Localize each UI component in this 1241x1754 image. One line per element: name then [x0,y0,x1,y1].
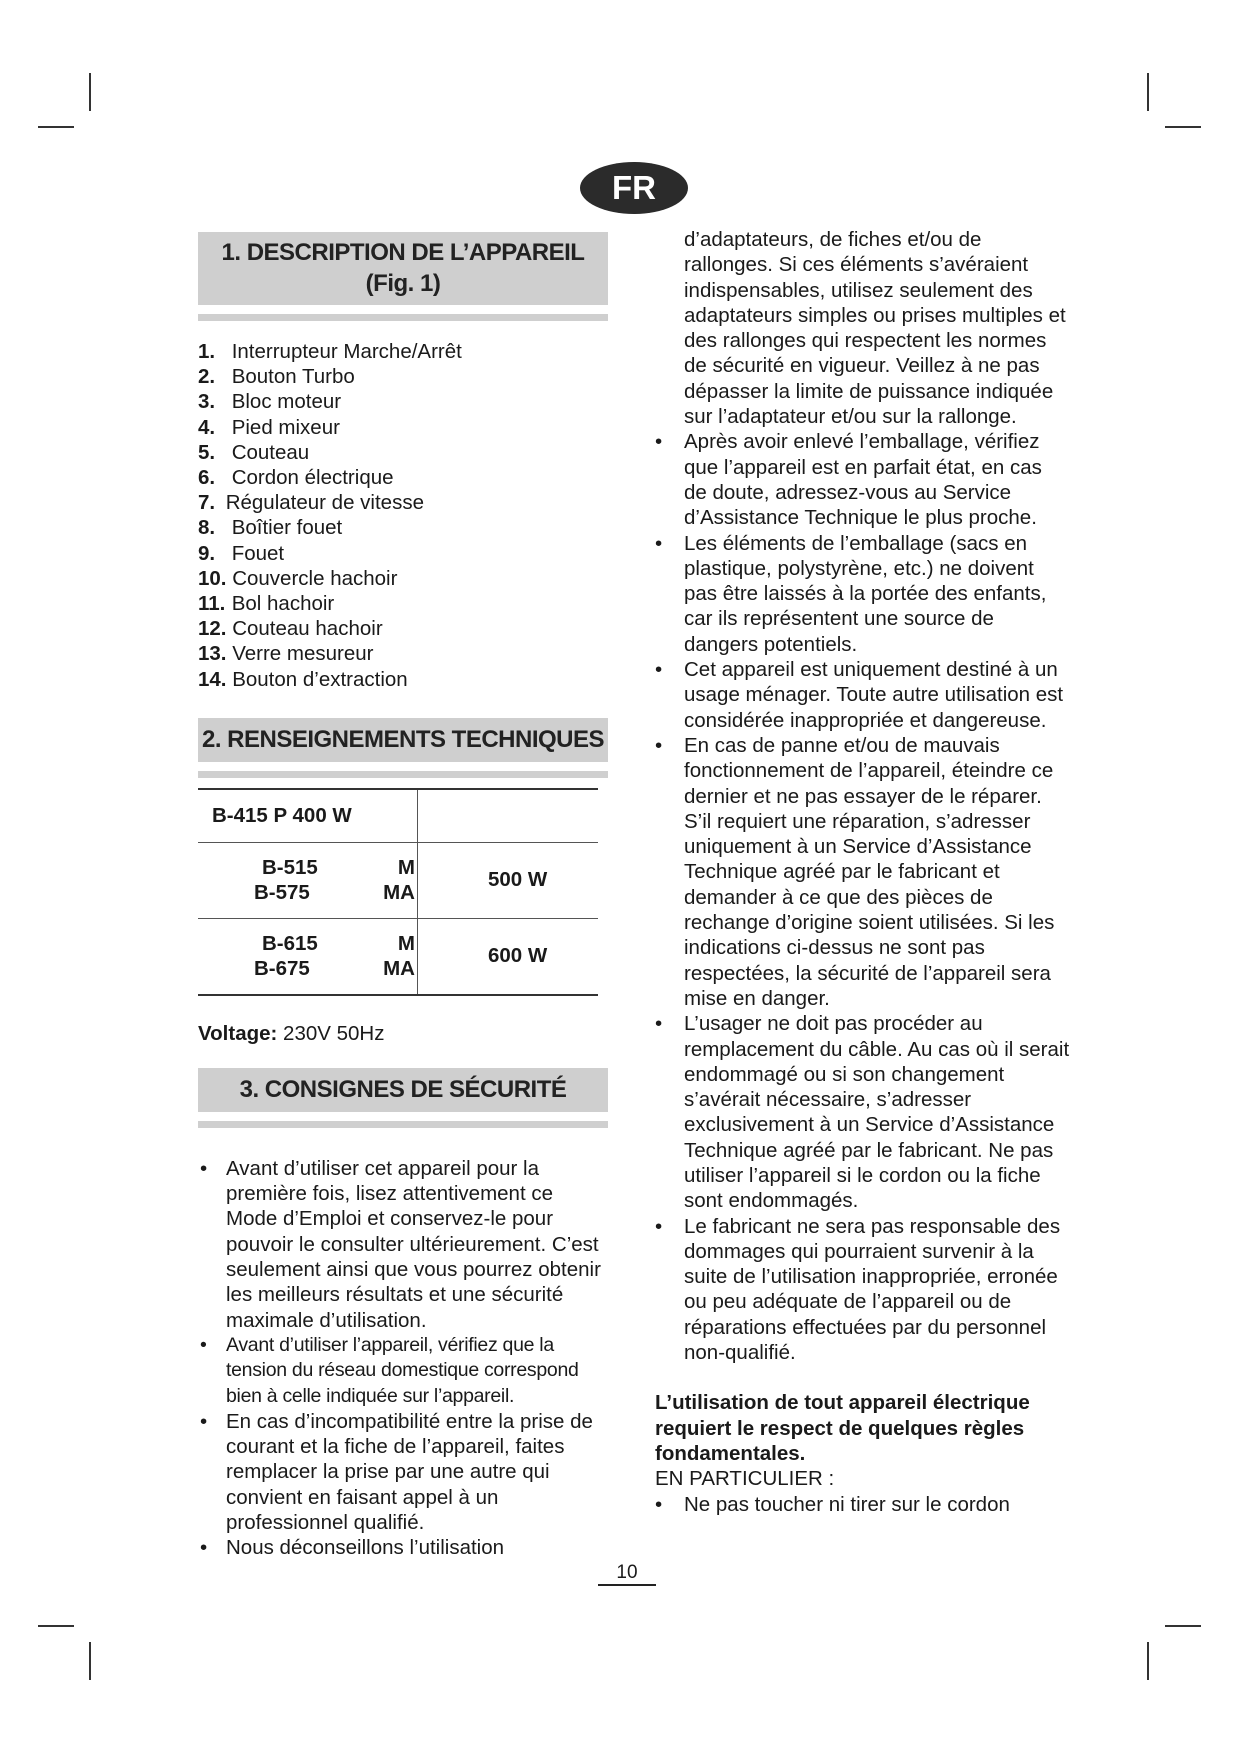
section3-heading: 3. CONSIGNES DE SÉCURITÉ [198,1068,608,1112]
list-item: 2. Bouton Turbo [198,365,355,389]
crop-mark [1147,73,1149,111]
heading-rule [198,771,608,778]
list-item: 8. Boîtier fouet [198,516,343,540]
section1-title-line2: (Fig. 1) [365,270,441,297]
in-particular-label: EN PARTICULIER : [655,1467,835,1491]
section2 [198,718,608,1046]
list-item: • En cas d’incompatibilité entre la prise de courant et la fiche de l’appareil, faites remplacer la prise par une autre qui convient en faisant appel à un professionnel qualifié. [198,1409,608,1535]
table-row [198,789,598,843]
crop-mark [89,73,91,111]
list-item: d’adaptateurs, de fiches et/ou de rallonges. Si ces éléments s’avéraient indispensables, utilisez seulement des adaptateurs simples ou prises multiples et des rallonges qui respectent les normes de sécurité en vigueur. Veillez à ne pas dépasser la limite de puissance indiquée sur l’adaptateur et/ou sur la rallonge. [684,228,1066,429]
list-item: 14. Bouton d’extraction [198,667,408,691]
list-item: 10. Couvercle hachoir [198,566,398,590]
table-cell [418,789,599,843]
list-item: 11. Bol hachoir [198,592,335,616]
tech-table [198,788,598,996]
list-item: 4. Pied mixeur [198,415,340,439]
safety-list-left [198,1156,608,1561]
left-column [198,232,608,1561]
list-item: 13. Verre mesureur [198,642,374,666]
heading-rule [198,1121,608,1128]
crop-mark [38,1625,74,1627]
rule-paragraph: L’utilisation de tout appareil électrique requiert le respect de quelques règles fondamentales. [655,1391,1030,1465]
list-item: • Ne pas toucher ni tirer sur le cordon [655,1492,1070,1517]
table-cell: 500 W [418,842,599,918]
section2-heading: 2. RENSEIGNEMENTS TECHNIQUES [198,718,608,762]
list-item: • Le fabricant ne sera pas responsable des dommages qui pourraient survenir à la suite de l’utilisation inappropriée, erronée ou peu adéquate de l’appareil ou de réparations effectuées par du personnel non-qualifié. [655,1214,1070,1366]
safety-list-right [655,227,1070,1365]
parts-list [198,339,608,692]
safety-list-final [655,1492,1070,1517]
list-item: • En cas de panne et/ou de mauvais fonctionnement de l’appareil, éteindre ce dernier et ne pas essayer de le réparer. S’il requiert une réparation, s’adresser uniquement à un Service d’Assistance Technique agréé par le fabricant et demander à ce que des pièces de rechange d’origine soient utilisées. Si les indications ci-dessus ne sont pas respectées, la sécurité de l’appareil sera mise en danger. [655,733,1070,1011]
table-cell: B-615 M B-675 MA [198,918,418,995]
list-item: 12. Couteau hachoir [198,617,383,641]
heading-rule [198,314,608,321]
section1-title-line1: 1. DESCRIPTION DE L’APPAREIL [221,239,585,266]
list-item: • Cet appareil est uniquement destiné à un usage ménager. Toute autre utilisation est considérée inappropriée et dangereuse. [655,657,1070,733]
section1-heading [198,232,608,305]
list-item: • Avant d’utiliser cet appareil pour la première fois, lisez attentivement ce Mode d’Emploi et conservez-le pour pouvoir le consulter ultérieurement. C’est seulement ainsi que vous pourrez obtenir les meilleurs résultats et une sécurité maximale d’utilisation. [198,1156,608,1333]
list-item: 5. Couteau [198,440,310,464]
list-item: 7. Régulateur de vitesse [198,491,424,515]
table-cell: 600 W [488,944,548,968]
list-item: 9. Fouet [198,541,285,565]
crop-mark [1165,1625,1201,1627]
list-item: • Les éléments de l’emballage (sacs en plastique, polystyrène, etc.) ne doivent pas être laissés à la portée des enfants, car ils représentent une source de dangers potentiels. [655,531,1070,657]
language-badge: FR [580,162,688,214]
table-row [198,842,598,918]
section3 [198,1068,608,1561]
table-cell: B-415 P 400 W [198,789,418,843]
table-cell: B-515 M B-575 MA [198,842,418,918]
list-item: 6. Cordon électrique [198,466,394,490]
crop-mark [1147,1642,1149,1680]
list-item: 1. Interrupteur Marche/Arrêt [198,340,462,363]
crop-mark [89,1642,91,1680]
voltage-line: Voltage: 230V 50Hz [198,1021,385,1045]
list-item: • Avant d’utiliser l’appareil, vérifiez que la tension du réseau domestique correspond bien à celle indiquée sur l’appareil. [198,1333,608,1409]
table-row [198,918,598,995]
list-item: 3. Bloc moteur [198,390,342,414]
page-number: 10 [598,1562,656,1586]
list-item: • Nous déconseillons l’utilisation [198,1535,608,1560]
right-column [655,227,1070,1517]
crop-mark [38,126,74,128]
crop-mark [1165,126,1201,128]
list-item: • Après avoir enlevé l’emballage, vérifiez que l’appareil est en parfait état, en cas de doute, adressez-vous au Service d’Assistance Technique le plus proche. [655,429,1070,530]
list-item: • L’usager ne doit pas procéder au remplacement du câble. Au cas où il serait endommagé ou si son changement s’avérait nécessaire, s’adresser exclusivement à un Service d’Assistance Technique agréé par le fabricant. Ne pas utiliser l’appareil si le cordon ou la fiche sont endommagés. [655,1011,1070,1213]
